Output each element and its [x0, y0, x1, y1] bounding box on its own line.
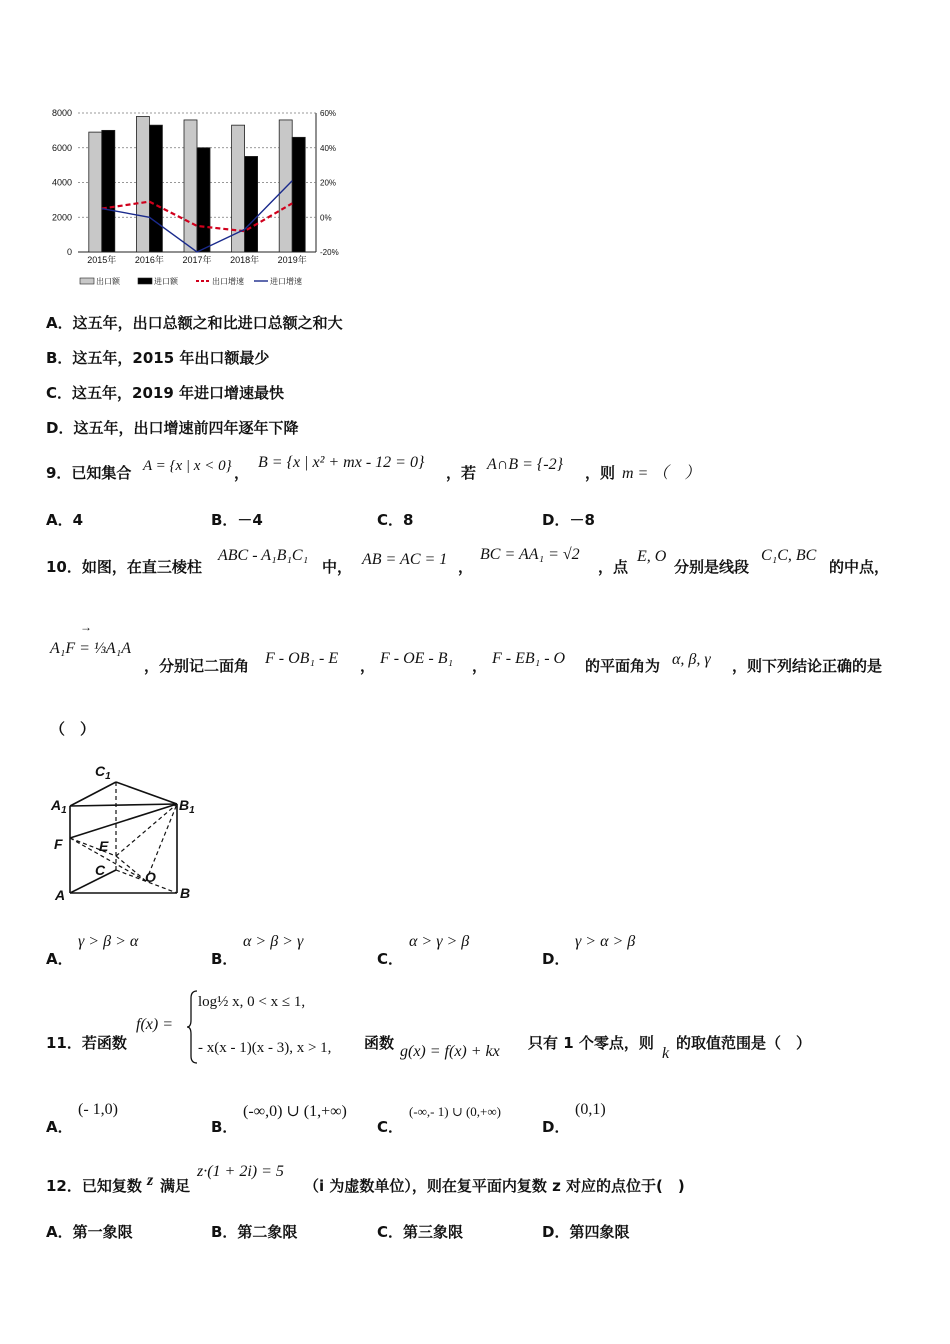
q10-dih: ，分别记二面角 [144, 657, 250, 675]
q10-option-a: γ > β > α [78, 933, 139, 950]
legend-label: 进口增速 [270, 277, 302, 286]
q8-option-c: C．这五年，2019 年进口增速最快 [46, 384, 284, 402]
q12-satisfy: 满足 [160, 1177, 191, 1195]
q10-option-c: α > γ > β [409, 933, 470, 950]
trade-chart [40, 100, 360, 300]
x-tick-label: 2016年 [134, 255, 164, 265]
q11-gx: g(x) = f(x) + kx [400, 1043, 500, 1060]
q11-prefix: 11．若函数 [46, 1034, 127, 1052]
label-c1: $C_1$ [95, 763, 111, 782]
bar-export [136, 116, 149, 252]
q9-prefix: 9．已知集合 [46, 464, 132, 482]
label-a: A [55, 887, 66, 903]
right-tick-label: -20% [320, 248, 339, 257]
q11-option-c: (-∞,- 1) ∪ (0,+∞) [409, 1104, 501, 1119]
q8-option-a: A．这五年，出口总额之和比进口总额之和大 [46, 314, 343, 332]
bar-import [197, 148, 210, 252]
q10-eq2: BC = AA₁ = √2 [480, 546, 580, 563]
q12-prefix: 12．已知复数 [46, 1177, 142, 1195]
q11-ask: 的取值范围是（ ） [676, 1034, 812, 1052]
q10-dih3: F - EB₁ - O [492, 650, 566, 667]
q11-option-c-letter: C． [377, 1118, 404, 1136]
bar-export [184, 120, 197, 252]
q10-tail: 的中点， [829, 558, 890, 576]
q10-point: ，点 [598, 558, 629, 576]
bar-export [279, 120, 292, 252]
q10-angles: 的平面角为 [585, 657, 661, 675]
q11-option-d-letter: D． [542, 1118, 570, 1136]
q11-option-a: (- 1,0) [78, 1101, 118, 1118]
q10-prefix: 10．如图，在直三棱柱 [46, 558, 202, 576]
q8-option-b: B．这五年，2015 年出口额最少 [46, 349, 270, 367]
q12-eq: z·(1 + 2i) = 5 [197, 1163, 284, 1180]
q9-if: ，若 [446, 464, 477, 482]
label-b1: $B_1$ [179, 797, 195, 816]
legend-label: 出口增速 [212, 277, 244, 286]
q10-greek: α, β, γ [672, 651, 711, 668]
piecewise-brace [186, 990, 198, 1064]
q9-ask: m = （ ） [622, 465, 701, 482]
q12-z: z [147, 1172, 154, 1189]
q12-option-b: B．第二象限 [211, 1223, 298, 1241]
legend-swatch [138, 278, 152, 284]
q10-mid: 中， [322, 558, 353, 576]
q9-option-d: D．－8 [542, 511, 595, 529]
right-tick-label: 40% [320, 143, 337, 153]
q10-comma: ， [458, 558, 474, 576]
x-tick-label: 2017年 [182, 255, 212, 265]
q10-option-d-letter: D． [542, 950, 570, 968]
q9-option-a: A．4 [46, 511, 84, 529]
label-b: B [180, 885, 191, 901]
q9-option-b: B．－4 [211, 511, 263, 529]
q11-k: k [662, 1045, 670, 1062]
right-tick-label: 60% [320, 109, 337, 118]
left-tick-label: 8000 [51, 108, 72, 118]
label-o: O [145, 869, 156, 885]
q8-option-d: D．这五年，出口增速前四年逐年下降 [46, 419, 299, 437]
vector-arrow: → [80, 620, 92, 634]
bar-import [245, 156, 258, 252]
q10-paren: （ ） [50, 720, 96, 738]
q11-option-b: (-∞,0) ∪ (1,+∞) [243, 1103, 347, 1120]
q11-option-a-letter: A． [46, 1118, 73, 1136]
q11-only: 只有 1 个零点，则 [528, 1034, 654, 1052]
q10-vector: A₁F = ⅓A₁A [50, 640, 132, 657]
label-f: F [54, 836, 63, 852]
left-tick-label: 4000 [51, 177, 72, 188]
left-tick-label: 0 [66, 247, 72, 257]
x-tick-label: 2019年 [277, 255, 307, 265]
q9-set-b: B = {x | x² + mx - 12 = 0} [258, 454, 425, 471]
left-tick-label: 6000 [51, 142, 72, 153]
q10-option-c-letter: C． [377, 950, 404, 968]
right-tick-label: 20% [320, 178, 337, 188]
q12-option-c: C．第三象限 [377, 1223, 464, 1241]
bar-import [149, 125, 162, 252]
q11-option-d: (0,1) [575, 1101, 606, 1118]
q9-then: ，则 [585, 464, 616, 482]
q10-segs: C₁C, BC [761, 547, 817, 564]
prism-figure [45, 760, 215, 910]
q10-eo: E, O [637, 548, 667, 565]
q9-option-c: C．8 [377, 511, 414, 529]
q12-option-a: A．第一象限 [46, 1223, 133, 1241]
legend-label: 进口额 [154, 277, 178, 286]
q11-case1: log½ x, 0 < x ≤ 1, [198, 994, 306, 1010]
label-a1: $A_1$ [51, 797, 67, 816]
x-tick-label: 2015年 [87, 255, 117, 265]
q10-seg: 分别是线段 [674, 558, 750, 576]
bar-export [89, 132, 102, 252]
legend-label: 出口额 [96, 277, 120, 286]
q10-option-b-letter: B． [211, 950, 238, 968]
q10-sep2: ， [472, 657, 488, 675]
q12-option-d: D．第四象限 [542, 1223, 630, 1241]
q10-eq1: AB = AC = 1 [362, 551, 448, 568]
q10-ask: ，则下列结论正确的是 [732, 657, 883, 675]
label-c: C [95, 862, 106, 878]
left-tick-label: 2000 [51, 212, 72, 223]
bar-import [102, 130, 115, 252]
q10-option-b: α > β > γ [243, 933, 304, 950]
x-tick-label: 2018年 [230, 255, 260, 265]
q10-dih1: F - OB₁ - E [265, 650, 339, 667]
q10-prism: ABC - A₁B₁C₁ [218, 547, 309, 564]
q11-case2: - x(x - 1)(x - 3), x > 1, [198, 1040, 332, 1056]
q9-condition: A∩B = {-2} [487, 456, 564, 473]
q9-comma: ， [234, 464, 250, 482]
legend-swatch [80, 278, 94, 284]
q11-func: 函数 [364, 1034, 395, 1052]
q10-option-a-letter: A． [46, 950, 73, 968]
q9-set-a: A = {x | x < 0} [143, 458, 232, 474]
q11-option-b-letter: B． [211, 1118, 238, 1136]
q11-fx: f(x) = [136, 1016, 173, 1033]
bar-import [292, 137, 305, 252]
label-e: E [99, 838, 109, 854]
q12-note: （i 为虚数单位），则在复平面内复数 z 对应的点位于( ) [304, 1177, 685, 1195]
q10-sep1: ， [360, 657, 376, 675]
right-tick-label: 0% [320, 213, 332, 223]
q10-dih2: F - OE - B₁ [380, 650, 454, 667]
q10-option-d: γ > α > β [575, 933, 636, 950]
